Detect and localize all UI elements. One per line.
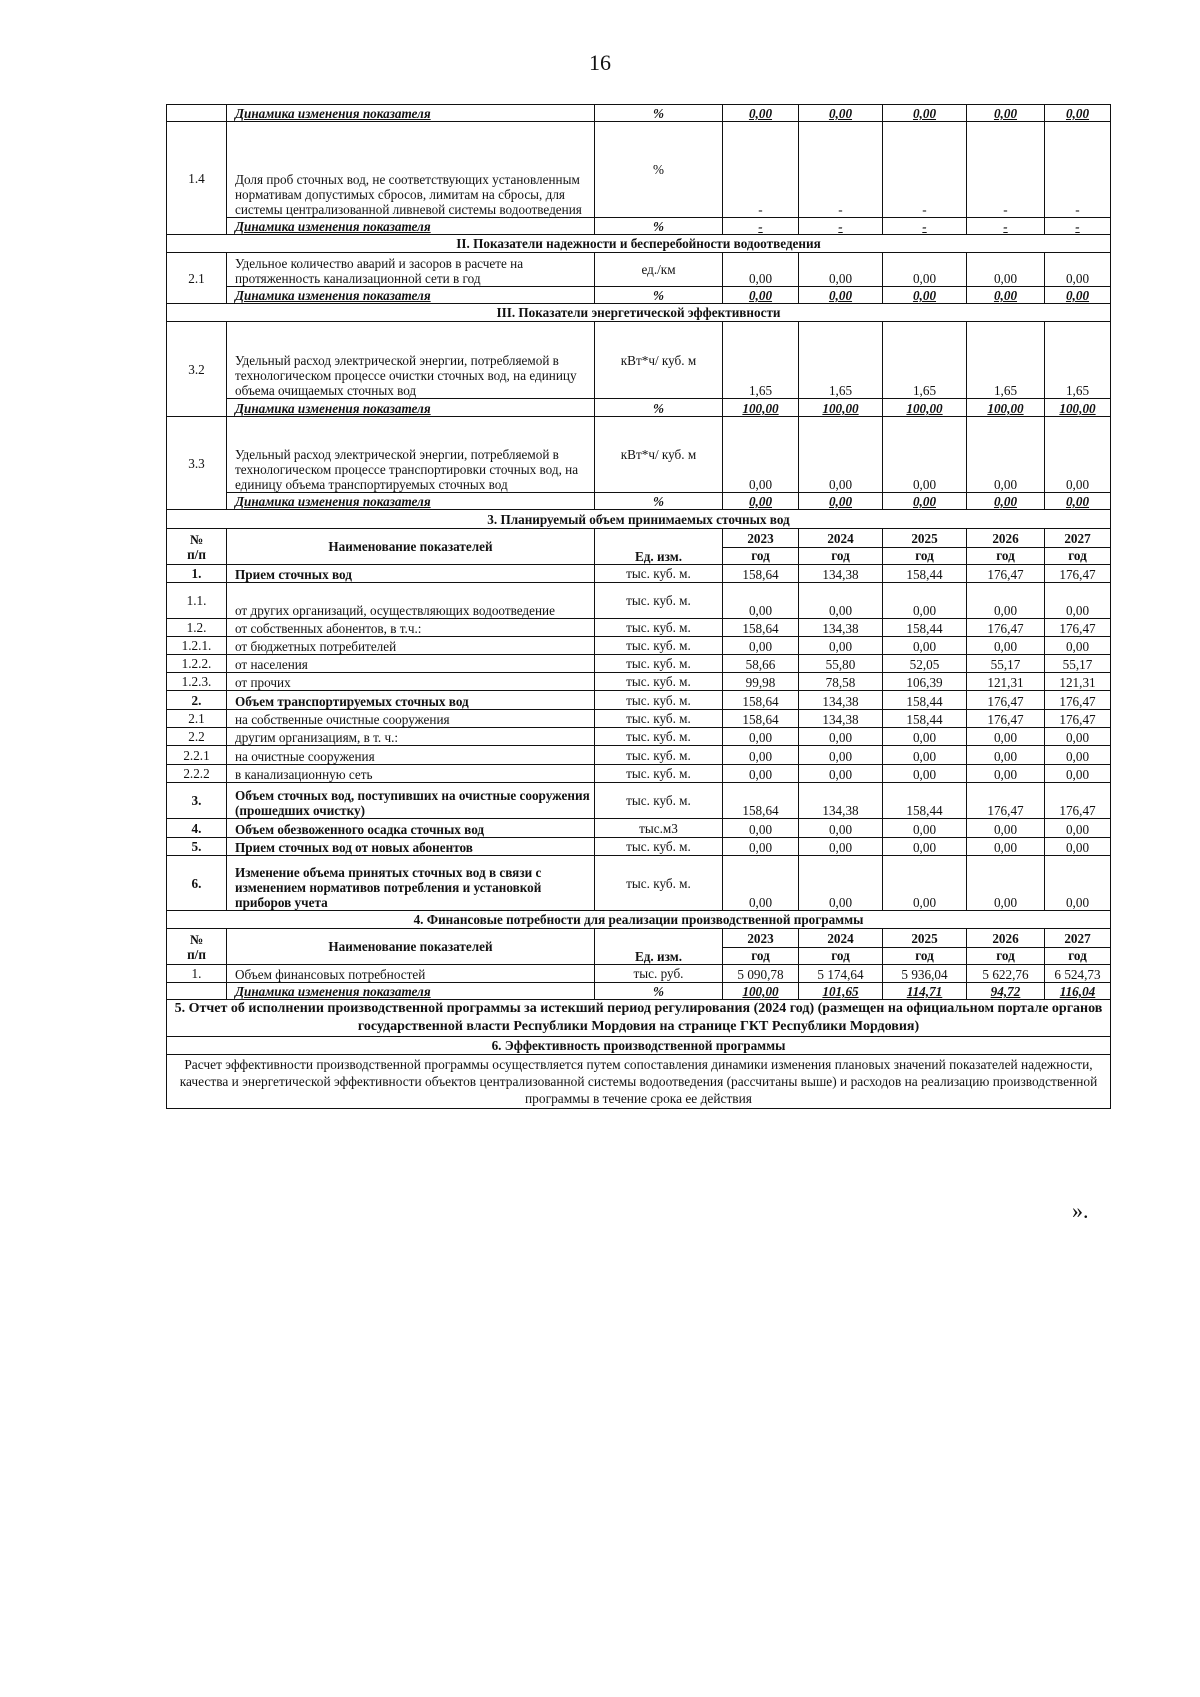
value-cell: 0,00 [883,637,967,655]
header-year-suffix: год [883,948,967,965]
value-cell: 0,00 [967,105,1045,122]
value-cell: 1,65 [967,322,1045,399]
row-number: 1.2.3. [167,673,227,691]
dynamics-row [167,399,1111,417]
row-number: 3.3 [167,417,227,510]
row-number: 4. [167,819,227,838]
unit-cell: % [595,983,723,1000]
row-number: 3. [167,783,227,819]
value-cell: 158,44 [883,565,967,583]
unit-cell: кВт*ч/ куб. м [595,417,723,493]
unit-cell: тыс. куб. м. [595,673,723,691]
indicator-name: Удельный расход электрической энергии, потребляемой в технологическом процессе очистки сточных вод, на единицу объема очищаемых сточных вод [227,322,595,399]
indicator-name: от других организаций, осуществляющих водоотведение [227,583,595,619]
value-cell: 0,00 [967,856,1045,911]
value-cell: 0,00 [967,287,1045,304]
section-title: 6. Эффективность производственной программы [167,1037,1111,1055]
header-year: 2024 [799,929,883,948]
value-cell: - [883,122,967,218]
unit-cell: тыс. куб. м. [595,565,723,583]
indicator-row [167,965,1111,983]
indicator-row [167,819,1111,838]
value-cell: 99,98 [723,673,799,691]
value-cell: 158,64 [723,565,799,583]
row-number: 1. [167,565,227,583]
indicator-name: Удельное количество аварий и засоров в расчете на протяженность канализационной сети в год [227,253,595,287]
dynamics-label: Динамика изменения показателя [227,399,595,417]
value-cell: - [723,218,799,235]
value-cell: 0,00 [1045,765,1111,783]
value-cell: 158,64 [723,691,799,710]
value-cell: 5 622,76 [967,965,1045,983]
dynamics-row [167,983,1111,1000]
row-number: 1.4 [167,122,227,235]
value-cell: 0,00 [1045,637,1111,655]
value-cell: 0,00 [1045,253,1111,287]
value-cell: 0,00 [883,493,967,510]
value-cell: 6 524,73 [1045,965,1111,983]
dynamics-label: Динамика изменения показателя [227,287,595,304]
value-cell: 0,00 [883,746,967,765]
value-cell: 0,00 [799,493,883,510]
value-cell: 158,64 [723,710,799,728]
header-row [167,929,1111,948]
section-3-title [167,304,1111,322]
unit-cell: % [595,287,723,304]
indicator-row [167,619,1111,637]
value-cell: - [1045,122,1111,218]
header-year-suffix: год [799,548,883,565]
value-cell: 0,00 [967,765,1045,783]
row-number: 1.2.2. [167,655,227,673]
row-number-empty [167,983,227,1000]
value-cell: 0,00 [723,583,799,619]
value-cell: 0,00 [883,287,967,304]
unit-cell: тыс. руб. [595,965,723,983]
value-cell: 0,00 [723,746,799,765]
value-cell: 158,64 [723,783,799,819]
header-year: 2025 [883,929,967,948]
value-cell: 0,00 [883,105,967,122]
value-cell: 0,00 [723,856,799,911]
value-cell: 176,47 [967,619,1045,637]
row-number: 6. [167,856,227,911]
value-cell: 5 090,78 [723,965,799,983]
indicator-row [167,765,1111,783]
value-cell: 0,00 [799,105,883,122]
unit-cell: тыс.м3 [595,819,723,838]
value-cell: - [967,122,1045,218]
value-cell: 0,00 [799,583,883,619]
indicator-name: другим организациям, в т. ч.: [227,728,595,746]
indicator-row [167,122,1111,218]
value-cell: 52,05 [883,655,967,673]
indicator-row [167,583,1111,619]
value-cell: 176,47 [1045,619,1111,637]
row-number-empty [167,105,227,122]
value-cell: 0,00 [723,287,799,304]
section-title: II. Показатели надежности и бесперебойности водоотведения [167,235,1111,253]
value-cell: 0,00 [967,583,1045,619]
indicator-row [167,783,1111,819]
unit-cell: % [595,399,723,417]
value-cell: 0,00 [1045,838,1111,856]
indicator-name: Объем транспортируемых сточных вод [227,691,595,710]
value-cell: 0,00 [967,253,1045,287]
indicator-name: Изменение объема принятых сточных вод в связи с изменением нормативов потребления и установкой приборов учета [227,856,595,911]
header-year-suffix: год [967,548,1045,565]
value-cell: 158,44 [883,619,967,637]
indicator-row [167,691,1111,710]
unit-cell: % [595,122,723,218]
dynamics-label: Динамика изменения показателя [227,983,595,1000]
indicator-row [167,856,1111,911]
dynamics-row [167,287,1111,304]
row-number: 2.1 [167,253,227,304]
header-year-suffix: год [1045,548,1111,565]
unit-cell: % [595,218,723,235]
indicator-row [167,746,1111,765]
value-cell: - [799,122,883,218]
section-title: 3. Планируемый объем принимаемых сточных вод [167,510,1111,529]
section-finance-title [167,911,1111,929]
value-cell: 55,80 [799,655,883,673]
indicator-name: от бюджетных потребителей [227,637,595,655]
dynamics-label: Динамика изменения показателя [227,105,595,122]
header-year-suffix: год [799,948,883,965]
unit-cell: тыс. куб. м. [595,637,723,655]
indicator-name: Прием сточных вод от новых абонентов [227,838,595,856]
value-cell: 5 936,04 [883,965,967,983]
value-cell: - [967,218,1045,235]
section-title: III. Показатели энергетической эффективности [167,304,1111,322]
header-year: 2023 [723,529,799,548]
value-cell: 134,38 [799,619,883,637]
value-cell: 0,00 [1045,583,1111,619]
indicator-row [167,838,1111,856]
indicator-name: на очистные сооружения [227,746,595,765]
indicator-name: Прием сточных вод [227,565,595,583]
header-num: № п/п [167,529,227,565]
value-cell: 0,00 [723,637,799,655]
report-row [167,1000,1111,1037]
value-cell: 0,00 [1045,819,1111,838]
value-cell: - [723,122,799,218]
value-cell: 0,00 [799,838,883,856]
value-cell: 0,00 [967,637,1045,655]
value-cell: 0,00 [1045,746,1111,765]
value-cell: 0,00 [1045,287,1111,304]
value-cell: 100,00 [723,983,799,1000]
indicator-row [167,565,1111,583]
unit-cell: тыс. куб. м. [595,765,723,783]
row-number: 1.2. [167,619,227,637]
value-cell: - [799,218,883,235]
value-cell: - [883,218,967,235]
value-cell: 0,00 [723,819,799,838]
value-cell: 134,38 [799,691,883,710]
unit-cell: тыс. куб. м. [595,710,723,728]
value-cell: 0,00 [799,819,883,838]
value-cell: 0,00 [723,838,799,856]
row-number: 1.1. [167,583,227,619]
dynamics-row [167,493,1111,510]
value-cell: 134,38 [799,710,883,728]
value-cell: 0,00 [967,417,1045,493]
indicator-name: от прочих [227,673,595,691]
row-number: 1. [167,965,227,983]
unit-cell: % [595,493,723,510]
value-cell: 1,65 [799,322,883,399]
unit-cell: тыс. куб. м. [595,655,723,673]
header-name: Наименование показателей [227,529,595,565]
indicator-row [167,253,1111,287]
value-cell: 0,00 [1045,728,1111,746]
row-number: 5. [167,838,227,856]
value-cell: 0,00 [967,728,1045,746]
header-unit: Ед. изм. [595,529,723,565]
value-cell: 0,00 [799,253,883,287]
value-cell: 158,64 [723,619,799,637]
value-cell: 134,38 [799,565,883,583]
value-cell: 0,00 [723,728,799,746]
value-cell: 0,00 [1045,856,1111,911]
value-cell: 0,00 [723,765,799,783]
value-cell: - [1045,218,1111,235]
value-cell: 0,00 [967,746,1045,765]
header-year: 2025 [883,529,967,548]
value-cell: 0,00 [1045,105,1111,122]
value-cell: 0,00 [723,493,799,510]
header-year: 2026 [967,929,1045,948]
value-cell: 0,00 [799,765,883,783]
value-cell: 0,00 [967,493,1045,510]
value-cell: 58,66 [723,655,799,673]
header-year-suffix: год [723,948,799,965]
dynamics-label: Динамика изменения показателя [227,218,595,235]
indicator-name: Объем обезвоженного осадка сточных вод [227,819,595,838]
header-year-suffix: год [723,548,799,565]
indicator-row [167,322,1111,399]
row-number: 2.1 [167,710,227,728]
header-year: 2023 [723,929,799,948]
value-cell: 0,00 [883,728,967,746]
value-cell: 1,65 [723,322,799,399]
value-cell: 158,44 [883,783,967,819]
indicator-name: Объем сточных вод, поступивших на очистные сооружения (прошедших очистку) [227,783,595,819]
section-volume-title [167,510,1111,529]
value-cell: 0,00 [799,746,883,765]
header-year-suffix: год [967,948,1045,965]
value-cell: 0,00 [1045,417,1111,493]
dynamics-row [167,105,1111,122]
efficiency-text: Расчет эффективности производственной программы осуществляется путем сопоставления динамики изменения плановых значений показателей надежности, качества и энергетической эффективности объектов централизованной системы водоотведения (рассчитаны выше) и расходов на реализацию производственной программы в течение срока ее действия [167,1055,1111,1109]
value-cell: 176,47 [967,710,1045,728]
indicator-row [167,655,1111,673]
indicator-row [167,710,1111,728]
value-cell: 134,38 [799,783,883,819]
value-cell: 0,00 [723,417,799,493]
value-cell: 176,47 [1045,565,1111,583]
value-cell: 0,00 [883,819,967,838]
row-number: 1.2.1. [167,637,227,655]
header-year: 2027 [1045,529,1111,548]
value-cell: 101,65 [799,983,883,1000]
value-cell: 1,65 [883,322,967,399]
indicator-row [167,637,1111,655]
indicator-row [167,417,1111,493]
value-cell: 0,00 [799,417,883,493]
indicator-row [167,673,1111,691]
efficiency-row [167,1055,1111,1109]
indicator-name: от населения [227,655,595,673]
unit-cell: тыс. куб. м. [595,856,723,911]
value-cell: 55,17 [967,655,1045,673]
dynamics-row [167,218,1111,235]
unit-cell: тыс. куб. м. [595,783,723,819]
value-cell: 0,00 [799,728,883,746]
value-cell: 121,31 [1045,673,1111,691]
header-name: Наименование показателей [227,929,595,965]
unit-cell: тыс. куб. м. [595,728,723,746]
value-cell: 106,39 [883,673,967,691]
unit-cell: тыс. куб. м. [595,619,723,637]
value-cell: 158,44 [883,691,967,710]
header-year: 2024 [799,529,883,548]
unit-cell: % [595,105,723,122]
header-year: 2027 [1045,929,1111,948]
value-cell: 0,00 [883,417,967,493]
value-cell: 0,00 [883,765,967,783]
section-efficiency-title [167,1037,1111,1055]
unit-cell: кВт*ч/ куб. м [595,322,723,399]
value-cell: 1,65 [1045,322,1111,399]
indicator-name: от собственных абонентов, в т.ч.: [227,619,595,637]
header-unit: Ед. изм. [595,929,723,965]
page-number: 16 [589,50,611,75]
row-number: 2.2 [167,728,227,746]
value-cell: 0,00 [883,253,967,287]
unit-cell: тыс. куб. м. [595,838,723,856]
header-num: № п/п [167,929,227,965]
row-number: 2. [167,691,227,710]
report-text: 5. Отчет об исполнении производственной программы за истекший период регулирования (2024 год) (размещен на официальном портале органов государственной власти Республики Мордовия на странице ГКТ Республики Мордовия) [167,1000,1111,1037]
value-cell: 176,47 [1045,691,1111,710]
value-cell: 176,47 [1045,783,1111,819]
value-cell: 0,00 [967,819,1045,838]
value-cell: 5 174,64 [799,965,883,983]
header-year: 2026 [967,529,1045,548]
indicator-name: Доля проб сточных вод, не соответствующих установленным нормативам допустимых сбросов, лимитам на сбросы, для системы централизованной ливневой системы водоотведения [227,122,595,218]
dynamics-label: Динамика изменения показателя [227,493,595,510]
value-cell: 100,00 [967,399,1045,417]
header-year-suffix: год [1045,948,1111,965]
indicator-name: в канализационную сеть [227,765,595,783]
value-cell: 176,47 [1045,710,1111,728]
value-cell: 94,72 [967,983,1045,1000]
value-cell: 0,00 [799,856,883,911]
section-2-title [167,235,1111,253]
header-year-suffix: год [883,548,967,565]
value-cell: 176,47 [967,691,1045,710]
indicator-row [167,728,1111,746]
value-cell: 0,00 [883,583,967,619]
indicators-table [166,104,1111,1109]
value-cell: 0,00 [799,287,883,304]
value-cell: 0,00 [883,856,967,911]
unit-cell: ед./км [595,253,723,287]
value-cell: 116,04 [1045,983,1111,1000]
value-cell: 176,47 [967,565,1045,583]
value-cell: 121,31 [967,673,1045,691]
indicator-name: на собственные очистные сооружения [227,710,595,728]
row-number: 2.2.2 [167,765,227,783]
value-cell: 100,00 [799,399,883,417]
row-number: 2.2.1 [167,746,227,765]
unit-cell: тыс. куб. м. [595,583,723,619]
value-cell: 114,71 [883,983,967,1000]
value-cell: 176,47 [967,783,1045,819]
value-cell: 55,17 [1045,655,1111,673]
indicator-name: Удельный расход электрической энергии, потребляемой в технологическом процессе транспортировки сточных вод, на единицу объема транспортируемых сточных вод [227,417,595,493]
value-cell: 100,00 [723,399,799,417]
value-cell: 0,00 [883,838,967,856]
value-cell: 100,00 [1045,399,1111,417]
header-row [167,529,1111,548]
value-cell: 0,00 [723,105,799,122]
row-number: 3.2 [167,322,227,417]
value-cell: 0,00 [1045,493,1111,510]
value-cell: 0,00 [799,637,883,655]
unit-cell: тыс. куб. м. [595,746,723,765]
value-cell: 158,44 [883,710,967,728]
value-cell: 0,00 [967,838,1045,856]
section-title: 4. Финансовые потребности для реализации производственной программы [167,911,1111,929]
unit-cell: тыс. куб. м. [595,691,723,710]
value-cell: 0,00 [723,253,799,287]
value-cell: 100,00 [883,399,967,417]
closing-quote: ». [1072,1198,1089,1223]
value-cell: 78,58 [799,673,883,691]
indicator-name: Объем финансовых потребностей [227,965,595,983]
